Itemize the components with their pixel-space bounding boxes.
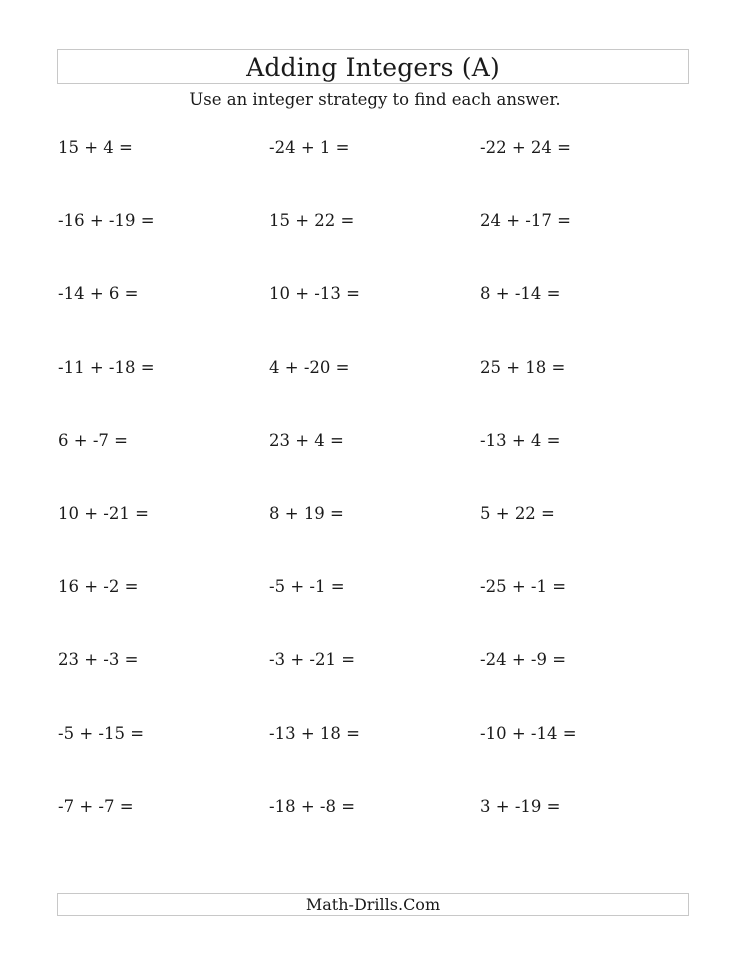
title-box bbox=[57, 49, 689, 84]
problem-row bbox=[58, 283, 698, 356]
problem-row bbox=[58, 357, 698, 430]
problem-item: 10 + -13 = bbox=[269, 284, 360, 304]
problem-item: -18 + -8 = bbox=[269, 796, 356, 816]
problem-item: -14 + 6 = bbox=[58, 284, 139, 304]
problem-item: -11 + -18 = bbox=[58, 357, 155, 377]
problem-row bbox=[58, 503, 698, 576]
problem-item: -24 + 1 = bbox=[269, 138, 350, 157]
problem-item: 23 + 4 = bbox=[269, 430, 344, 450]
problem-item: 6 + -7 = bbox=[58, 430, 128, 450]
problem-row bbox=[58, 796, 698, 869]
problem-row bbox=[58, 137, 698, 210]
problem-item: -13 + 4 = bbox=[480, 430, 561, 450]
problem-item: 5 + 22 = bbox=[480, 503, 555, 523]
worksheet-instructions: Use an integer strategy to find each answer. bbox=[189, 90, 561, 109]
problem-item: 16 + -2 = bbox=[58, 577, 139, 597]
problem-item: 23 + -3 = bbox=[58, 650, 139, 670]
problem-grid bbox=[58, 137, 698, 869]
problem-row bbox=[58, 576, 698, 649]
problem-item: -16 + -19 = bbox=[58, 211, 155, 231]
problem-row bbox=[58, 430, 698, 503]
problem-item: -24 + -9 = bbox=[480, 650, 567, 670]
problem-item: -10 + -14 = bbox=[480, 723, 577, 743]
problem-item: -7 + -7 = bbox=[58, 796, 134, 816]
problem-item: 15 + 4 = bbox=[58, 138, 133, 157]
problem-row bbox=[58, 649, 698, 722]
problem-item: -13 + 18 = bbox=[269, 723, 360, 743]
problem-item: -25 + -1 = bbox=[480, 577, 567, 597]
footer-credit: Math-Drills.Com bbox=[305, 895, 441, 914]
problem-item: 8 + -14 = bbox=[480, 284, 561, 304]
problem-item: -22 + 24 = bbox=[480, 138, 571, 157]
worksheet-title: Adding Integers (A) bbox=[246, 53, 500, 82]
problem-row bbox=[58, 210, 698, 283]
problem-item: -3 + -21 = bbox=[269, 650, 356, 670]
problem-item: 25 + 18 = bbox=[480, 357, 566, 377]
problem-row bbox=[58, 723, 698, 796]
problem-item: 4 + -20 = bbox=[269, 357, 350, 377]
problem-item: 3 + -19 = bbox=[480, 796, 561, 816]
problem-item: 24 + -17 = bbox=[480, 211, 571, 231]
problem-item: 10 + -21 = bbox=[58, 503, 149, 523]
footer-box bbox=[57, 893, 689, 916]
problem-item: 15 + 22 = bbox=[269, 211, 355, 231]
problem-item: -5 + -15 = bbox=[58, 723, 145, 743]
problem-item: 8 + 19 = bbox=[269, 503, 344, 523]
problem-item: -5 + -1 = bbox=[269, 577, 345, 597]
